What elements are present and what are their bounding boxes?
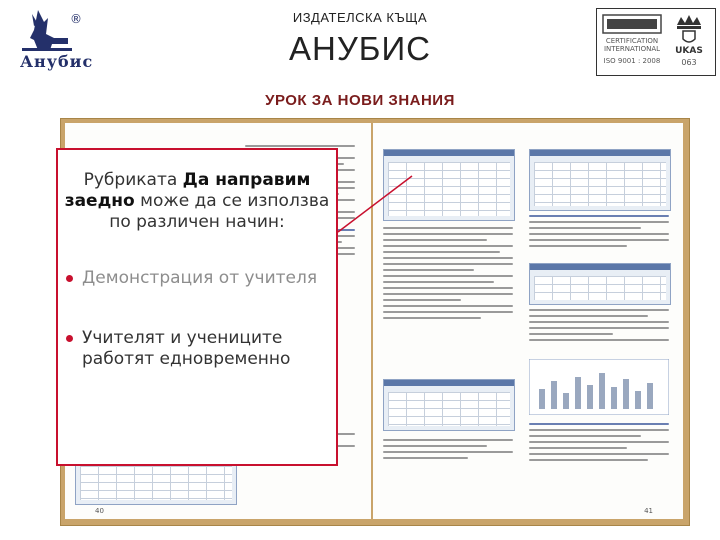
right-screenshot-menu <box>383 379 515 431</box>
right-page-text-right-mid <box>529 309 669 345</box>
callout-bullet-2-text: Учителят и учениците работят едновременно <box>82 328 291 369</box>
right-screenshot-top-right <box>529 149 671 211</box>
header <box>0 0 720 80</box>
right-page-text-left-bottom <box>383 439 513 463</box>
iso-cert-label: CERTIFICATION INTERNATIONAL <box>603 37 661 53</box>
callout-bullet-1 <box>68 268 317 289</box>
iso-cert-code: ISO 9001 : 2008 <box>603 57 661 65</box>
right-page-number: 41 <box>644 507 653 515</box>
lesson-subtitle: УРОК ЗА НОВИ ЗНАНИЯ <box>265 92 455 109</box>
right-page-text-right <box>529 215 669 251</box>
callout-title-bold: Да направим заедно <box>64 170 311 211</box>
right-screenshot-cells <box>529 263 671 305</box>
bullet-dot-icon <box>66 335 73 342</box>
iso-certificate <box>601 13 663 69</box>
callout-title <box>62 170 332 233</box>
right-screenshot-top-left <box>383 149 515 221</box>
right-page <box>373 123 683 519</box>
right-page-text-right-bottom <box>529 423 669 465</box>
crown-icon <box>667 11 711 45</box>
left-page-number: 40 <box>95 507 104 515</box>
publisher-label: ИЗДАТЕЛСКА КЪЩА <box>292 10 428 25</box>
callout-box <box>56 148 338 466</box>
logo-text: Анубис <box>20 52 94 71</box>
certification-badges <box>596 8 716 76</box>
callout-title-suffix: може да се използва по различен начин: <box>109 191 330 232</box>
callout-bullet-1-text: Демонстрация от учителя <box>82 268 318 288</box>
right-page-text-left <box>383 227 513 323</box>
registered-mark: ® <box>70 12 82 26</box>
callout-title-prefix: Рубриката <box>83 170 183 190</box>
ukas-certificate <box>667 11 711 71</box>
ukas-label: UKAS <box>675 46 703 56</box>
right-page-bar-chart <box>529 359 669 415</box>
bullet-dot-icon <box>66 275 73 282</box>
brand-title: АНУБИС <box>288 30 431 67</box>
ukas-code: 063 <box>681 58 697 67</box>
callout-bullet-2 <box>68 328 336 370</box>
